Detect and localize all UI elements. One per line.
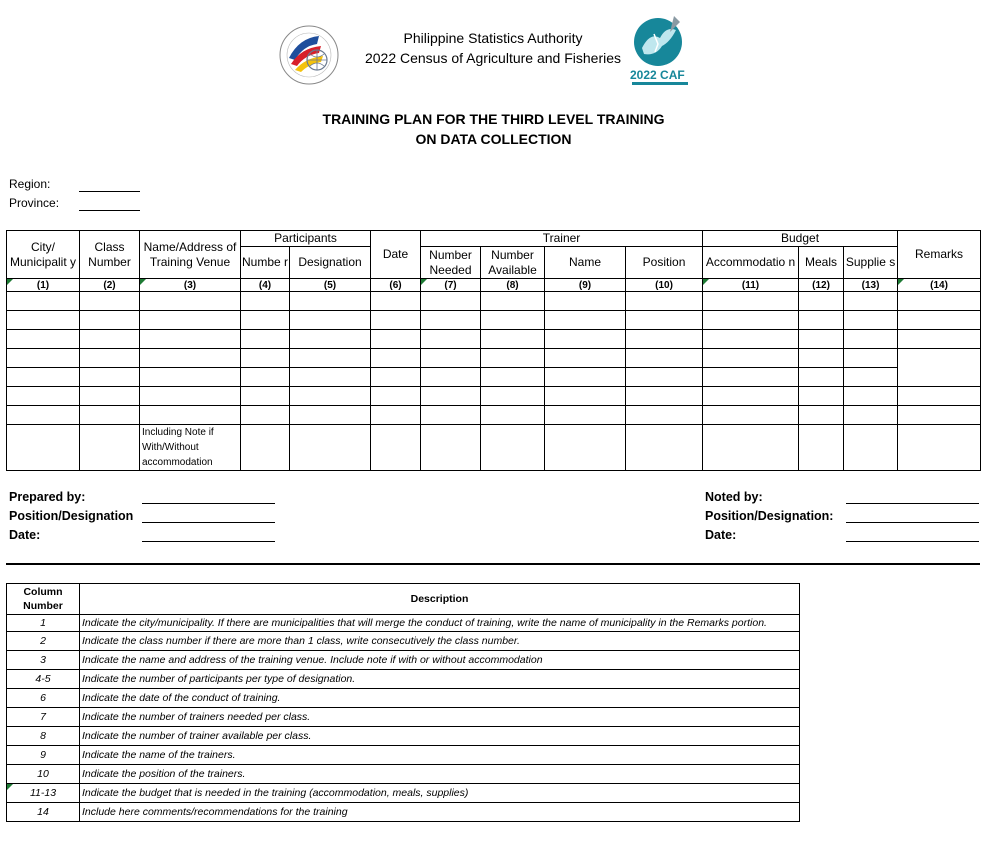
column-description-table — [6, 583, 800, 822]
column-number-cell: (7) — [421, 279, 481, 292]
venue-note: Including Note if With/Without accommodation — [140, 425, 241, 471]
noted-by-field[interactable] — [846, 503, 979, 504]
province-field[interactable] — [79, 210, 140, 211]
page-title — [230, 109, 757, 149]
date-right-field[interactable] — [846, 541, 979, 542]
table-row — [7, 311, 981, 330]
region-field[interactable] — [79, 191, 140, 192]
header-date: Date — [371, 231, 421, 279]
green-marker-icon — [421, 279, 427, 285]
column-number: 2 — [7, 632, 80, 651]
org-heading — [340, 28, 646, 68]
header-participant-number: Numbe r — [241, 247, 290, 279]
header-trainer: Trainer — [421, 231, 703, 247]
section-divider — [6, 563, 980, 565]
column-description: Indicate the number of trainers needed per class. — [80, 708, 800, 727]
table-row — [7, 406, 981, 425]
caf-logo-text: 2022 CAF — [630, 68, 685, 82]
column-number-cell: (10) — [626, 279, 703, 292]
column-number-cell: (14) — [898, 279, 981, 292]
green-marker-icon — [898, 279, 904, 285]
header-venue: Name/Address of Training Venue — [140, 231, 241, 279]
table-row — [7, 784, 800, 803]
header-supplies: Supplie s — [844, 247, 898, 279]
column-description: Indicate the budget that is needed in the training (accommodation, meals, supplies) — [80, 784, 800, 803]
column-number-row — [7, 279, 981, 292]
column-number: 8 — [7, 727, 80, 746]
column-number-cell: (11) — [703, 279, 799, 292]
table-row — [7, 727, 800, 746]
header-designation: Designation — [290, 247, 371, 279]
header-description: Description — [80, 584, 800, 615]
table-row — [7, 330, 981, 349]
column-number: 11-13 — [7, 784, 80, 803]
table-row — [7, 632, 800, 651]
header-meals: Meals — [799, 247, 844, 279]
table-row — [7, 615, 800, 632]
table-row — [7, 387, 981, 406]
column-number-cell: (3) — [140, 279, 241, 292]
table-row — [7, 670, 800, 689]
column-description: Indicate the class number if there are more than 1 class, write consecutively the class number. — [80, 632, 800, 651]
header-trainer-position: Position — [626, 247, 703, 279]
header-accommodation: Accommodatio n — [703, 247, 799, 279]
header-number-available: Number Available — [481, 247, 545, 279]
column-number-cell: (2) — [80, 279, 140, 292]
title-line-2: ON DATA COLLECTION — [415, 131, 572, 147]
column-number: 1 — [7, 615, 80, 632]
column-number: 6 — [7, 689, 80, 708]
column-number: 14 — [7, 803, 80, 822]
header-city: City/ Municipalit y — [7, 231, 80, 279]
column-description: Indicate the date of the conduct of training. — [80, 689, 800, 708]
column-description: Indicate the position of the trainers. — [80, 765, 800, 784]
noted-by-label: Noted by: — [705, 490, 763, 504]
position-right-field[interactable] — [846, 522, 979, 523]
psa-logo — [279, 24, 339, 86]
green-marker-icon — [140, 279, 146, 285]
column-number: 4-5 — [7, 670, 80, 689]
green-marker-icon — [7, 279, 13, 285]
header-budget: Budget — [703, 231, 898, 247]
column-number-cell: (4) — [241, 279, 290, 292]
column-description: Indicate the number of trainer available per class. — [80, 727, 800, 746]
prepared-by-field[interactable] — [142, 503, 275, 504]
census-name: 2022 Census of Agriculture and Fisheries — [364, 50, 622, 66]
province-label: Province: — [9, 196, 60, 210]
column-number: 10 — [7, 765, 80, 784]
table-row — [7, 368, 981, 387]
table-row — [7, 803, 800, 822]
position-right-label: Position/Designation: — [705, 509, 834, 523]
column-number-cell: (13) — [844, 279, 898, 292]
header-class-number: Class Number — [80, 231, 140, 279]
column-number-cell: (6) — [371, 279, 421, 292]
region-label: Region: — [9, 177, 51, 191]
table-row — [7, 292, 981, 311]
table-row — [7, 349, 981, 368]
column-number-cell: (9) — [545, 279, 626, 292]
header-participants: Participants — [241, 231, 371, 247]
column-number-cell: (8) — [481, 279, 545, 292]
column-description: Indicate the name of the trainers. — [80, 746, 800, 765]
table-row — [7, 708, 800, 727]
table-row — [7, 765, 800, 784]
org-name: Philippine Statistics Authority — [403, 30, 583, 46]
header-trainer-name: Name — [545, 247, 626, 279]
header-column-number: Column Number — [7, 584, 80, 615]
green-marker-icon — [703, 279, 709, 285]
column-description: Indicate the number of participants per type of designation. — [80, 670, 800, 689]
table-row — [7, 689, 800, 708]
training-plan-table — [6, 230, 981, 471]
position-left-field[interactable] — [142, 522, 275, 523]
column-number: 9 — [7, 746, 80, 765]
column-description: Include here comments/recommendations for the training — [80, 803, 800, 822]
header-remarks: Remarks — [898, 231, 981, 279]
column-number: 3 — [7, 651, 80, 670]
date-left-label: Date: — [9, 528, 41, 542]
date-left-field[interactable] — [142, 541, 275, 542]
table-row — [7, 651, 800, 670]
column-number-cell: (5) — [290, 279, 371, 292]
table-row — [7, 746, 800, 765]
column-number: 7 — [7, 708, 80, 727]
column-number-cell: (1) — [7, 279, 80, 292]
title-line-1: TRAINING PLAN FOR THE THIRD LEVEL TRAINING — [322, 111, 665, 127]
position-left-label: Position/Designation — [9, 509, 134, 523]
green-marker-icon — [7, 784, 13, 790]
column-number-cell: (12) — [799, 279, 844, 292]
column-description: Indicate the name and address of the training venue. Include note if with or without accommodation — [80, 651, 800, 670]
column-description: Indicate the city/municipality. If there are municipalities that will merge the conduct of training, write the name of municipality in the Remarks portion. — [80, 615, 800, 632]
prepared-by-label: Prepared by: — [9, 490, 86, 504]
table-row — [7, 425, 981, 471]
date-right-label: Date: — [705, 528, 737, 542]
header-number-needed: Number Needed — [421, 247, 481, 279]
